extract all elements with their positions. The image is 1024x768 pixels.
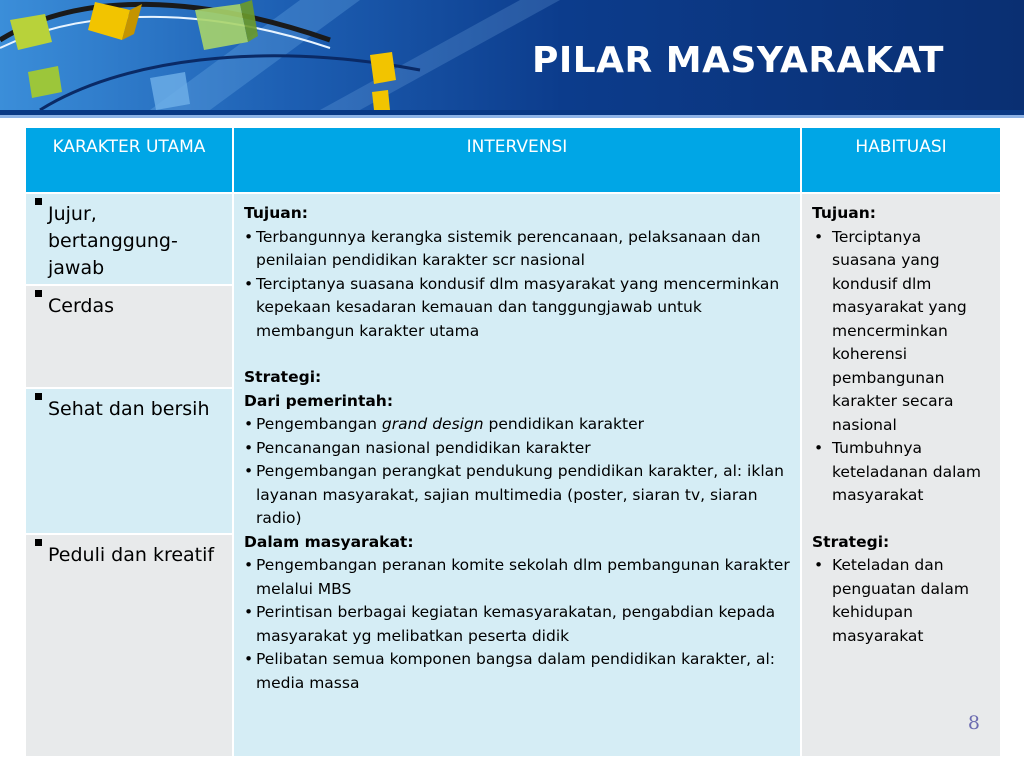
list-item: • Pengembangan grand design pendidikan karakter <box>244 413 790 437</box>
list-item: • Perintisan berbagai kegiatan kemasyarakatan, pengabdian kepada masyarakat yg melibatkan peserta didik <box>244 601 790 648</box>
page-number: 8 <box>967 712 980 734</box>
habituasi-tujuan-list <box>812 226 990 508</box>
tujuan-heading: Tujuan: <box>244 204 308 222</box>
masyarakat-list <box>244 554 790 695</box>
list-item: • Pengembangan peranan komite sekolah dlm pembangunan karakter melalui MBS <box>244 554 790 601</box>
pemerintah-list <box>244 413 790 531</box>
grand-design-emphasis: grand design <box>381 415 484 433</box>
strategi-heading: Strategi: <box>244 368 322 386</box>
karakter-label: Peduli dan kreatif <box>48 544 215 566</box>
strategi-heading: Strategi: <box>812 532 890 551</box>
karakter-label: Jujur, bertanggung-jawab <box>48 203 178 279</box>
square-bullet-icon <box>35 198 42 205</box>
slide-header <box>0 0 1024 110</box>
table-header-row <box>25 127 1001 193</box>
karakter-cell <box>25 285 233 388</box>
list-item: • Terciptanya suasana kondusif dlm masyarakat yang mencerminkan kepekaan kesadaran kemauan dan tanggungjawab untuk membangun karakter utama <box>244 273 790 344</box>
cube-shape <box>370 52 396 84</box>
header-divider-accent <box>0 115 1024 118</box>
list-item: • Terbangunnya kerangka sistemik perencanaan, pelaksanaan dan penilaian pendidikan karakter scr nasional <box>244 226 790 273</box>
pemerintah-heading: Dari pemerintah: <box>244 391 394 410</box>
square-bullet-icon <box>35 393 42 400</box>
slide-title: PILAR MASYARAKAT <box>531 40 944 81</box>
karakter-cell <box>25 534 233 757</box>
tujuan-heading: Tujuan: <box>812 204 876 222</box>
list-item: • Pencanangan nasional pendidikan karakter <box>244 437 790 461</box>
intervensi-cell <box>233 193 801 757</box>
karakter-cell <box>25 388 233 534</box>
karakter-label: Sehat dan bersih <box>48 398 210 420</box>
karakter-label: Cerdas <box>48 295 115 317</box>
list-item: • Tumbuhnya keteladanan dalam masyarakat <box>812 437 990 508</box>
light-ray <box>320 0 560 110</box>
tujuan-list <box>244 226 790 344</box>
table-row <box>25 193 1001 285</box>
square-bullet-icon <box>35 290 42 297</box>
habituasi-cell <box>801 193 1001 757</box>
cube-shape <box>150 72 190 110</box>
pilar-table <box>24 126 1002 758</box>
cube-shape <box>372 90 390 110</box>
list-item: • Terciptanya suasana yang kondusif dlm masyarakat yang mencerminkan koherensi pembangunan karakter secara nasional <box>812 226 990 438</box>
masyarakat-heading: Dalam masyarakat: <box>244 532 414 551</box>
list-item: • Pengembangan perangkat pendukung pendidikan karakter, al: iklan layanan masyarakat, sajian multimedia (poster, siaran tv, siaran radio) <box>244 460 790 531</box>
cube-shape <box>10 14 52 50</box>
header-intervensi: INTERVENSI <box>233 127 801 193</box>
cube-shape <box>28 66 62 98</box>
list-item: • Pelibatan semua komponen bangsa dalam pendidikan karakter, al: media massa <box>244 648 790 695</box>
list-item: • Keteladan dan penguatan dalam kehidupan masyarakat <box>812 554 990 648</box>
header-karakter-utama: KARAKTER UTAMA <box>25 127 233 193</box>
square-bullet-icon <box>35 539 42 546</box>
karakter-cell <box>25 193 233 285</box>
cube-shape <box>195 4 248 50</box>
habituasi-strategi-list <box>812 554 990 648</box>
header-habituasi: HABITUASI <box>801 127 1001 193</box>
